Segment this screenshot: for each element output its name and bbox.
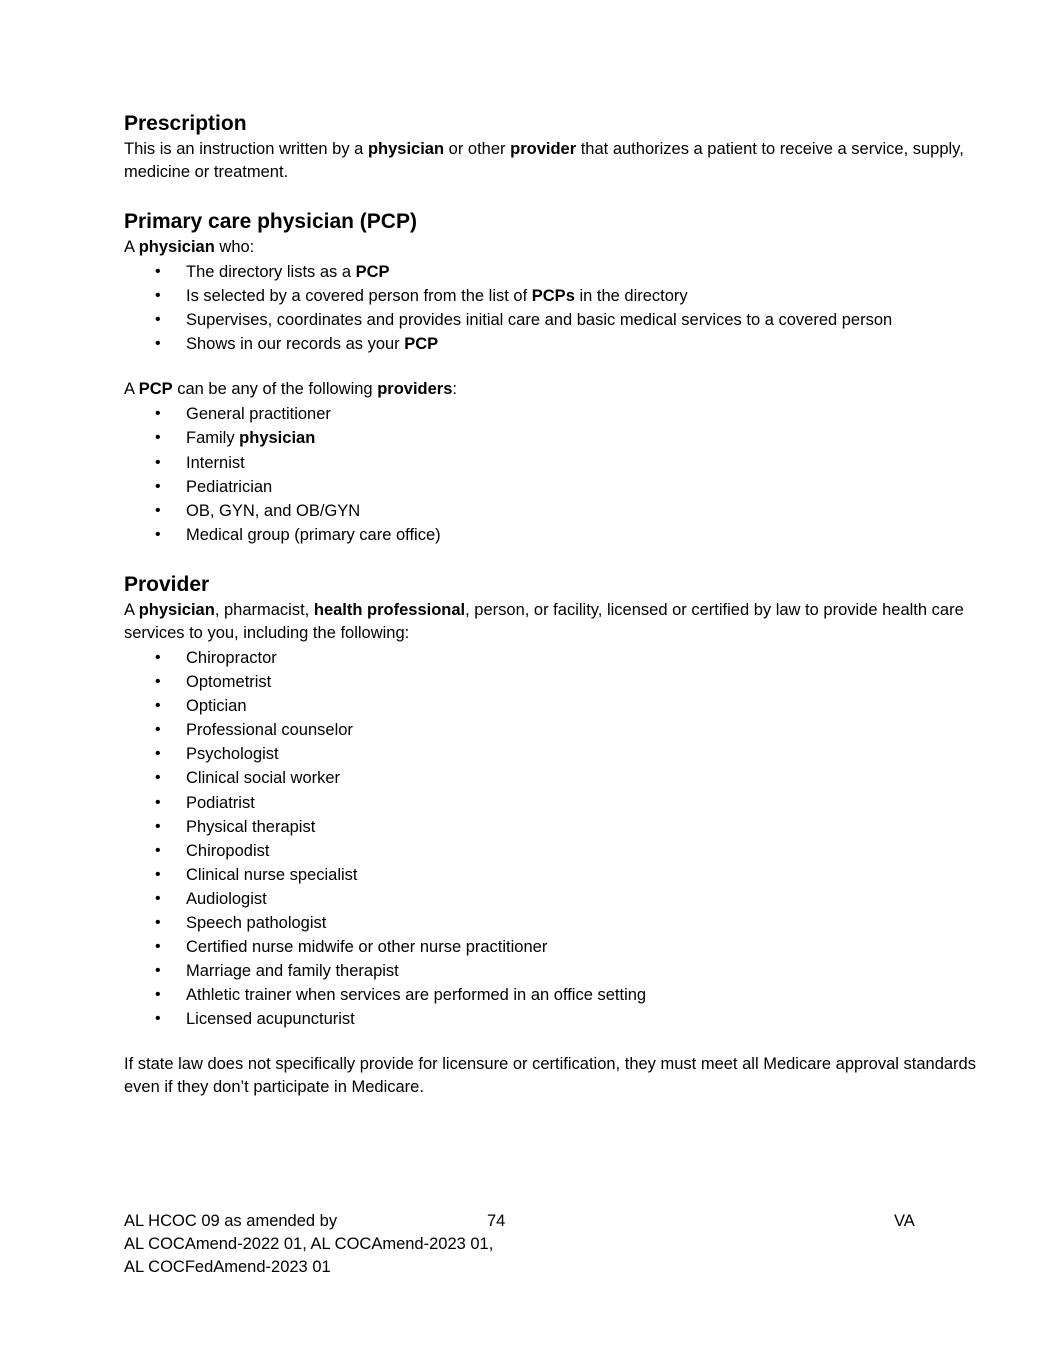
bold-term: physician	[138, 238, 215, 256]
bullet-icon: •	[155, 1010, 161, 1028]
footer-line: AL COCFedAmend-2023 01	[124, 1258, 331, 1276]
text-run: Clinical social worker	[186, 769, 341, 788]
list-item	[124, 402, 984, 426]
bullet-icon: •	[155, 697, 161, 715]
text-run: , person, or facility, licensed or certified by law to provide health care services to you, including the following:	[124, 600, 964, 642]
text-run: Optometrist	[186, 673, 272, 692]
bullet-icon: •	[155, 311, 161, 329]
bullet-icon: •	[155, 962, 161, 980]
bold-term: providers	[377, 380, 453, 399]
list-item	[124, 791, 984, 815]
text-run: that authorizes a patient to receive a service, supply, medicine or treatment.	[124, 140, 964, 181]
text-run: A	[124, 600, 139, 619]
list-item	[124, 935, 984, 959]
bullet-icon: •	[155, 263, 161, 280]
list-item	[124, 308, 984, 332]
list-item	[124, 523, 984, 547]
bullet-icon: •	[155, 745, 161, 763]
text-run: can be any of the following	[172, 380, 378, 399]
bullet-icon: •	[155, 889, 161, 907]
bullet-icon: •	[155, 938, 161, 956]
text-run: Is selected by a covered person from the list of	[186, 287, 532, 306]
list-item	[124, 839, 984, 863]
list-item	[124, 475, 984, 499]
bullet-icon: •	[155, 841, 161, 859]
list-item	[124, 815, 984, 839]
list-item	[124, 959, 984, 983]
list-item	[124, 742, 984, 766]
heading-prescription: Prescription	[124, 112, 247, 135]
provider-definition	[124, 599, 984, 645]
provider-types-list	[124, 646, 984, 1032]
text-run: This is an instruction written by a	[124, 140, 368, 158]
text-run: Pediatrician	[186, 477, 273, 496]
text-run: A	[124, 380, 139, 399]
bullet-icon: •	[155, 648, 161, 666]
bullet-icon: •	[155, 817, 161, 835]
section-primary-care-physician	[124, 208, 984, 547]
bullet-icon: •	[155, 477, 161, 495]
bullet-icon: •	[155, 986, 161, 1004]
text-run: Medical group (primary care office)	[186, 525, 441, 544]
bullet-icon: •	[155, 769, 161, 787]
bullet-icon: •	[155, 913, 161, 931]
list-item	[124, 426, 984, 450]
list-item	[124, 260, 984, 284]
bullet-icon: •	[155, 865, 161, 883]
bold-term: PCP	[355, 263, 390, 281]
text-run: Optician	[186, 697, 247, 716]
bullet-icon: •	[155, 673, 161, 691]
list-item	[124, 670, 984, 694]
footer-state-code: VA	[894, 1212, 915, 1230]
text-run: Chiropodist	[186, 841, 270, 860]
section-prescription	[124, 110, 984, 184]
list-item	[124, 694, 984, 718]
footer-line: AL HCOC 09 as amended by	[124, 1212, 338, 1230]
pcp-criteria-list	[124, 260, 984, 356]
footer-document-id	[124, 1210, 524, 1279]
bold-term: physician	[367, 140, 445, 158]
bold-term: provider	[510, 140, 577, 158]
text-run: Professional counselor	[186, 721, 353, 740]
text-run: who:	[214, 238, 255, 256]
list-item	[124, 887, 984, 911]
text-run: or other	[444, 140, 511, 158]
text-run: OB, GYN, and OB/GYN	[186, 501, 361, 520]
bullet-icon: •	[155, 525, 161, 543]
text-run: Podiatrist	[186, 793, 255, 812]
list-item	[124, 1007, 984, 1031]
text-run: :	[452, 380, 457, 399]
bullet-icon: •	[155, 429, 161, 447]
footer-line: AL COCAmend-2022 01, AL COCAmend-2023 01,	[124, 1235, 494, 1253]
text-run: Marriage and family therapist	[186, 962, 399, 981]
bold-term: PCP	[138, 380, 173, 399]
list-item	[124, 766, 984, 790]
text-run: The directory lists as a	[186, 263, 356, 281]
text-run: Shows in our records as your	[186, 335, 405, 354]
list-item	[124, 863, 984, 887]
text-run: Physical therapist	[186, 817, 316, 836]
bold-term: physician	[138, 600, 215, 619]
text-run: Internist	[186, 453, 245, 472]
text-run: in the directory	[574, 287, 688, 306]
pcp-definition-intro	[124, 236, 984, 259]
bullet-icon: •	[155, 721, 161, 739]
list-item	[124, 718, 984, 742]
page-number: 74	[487, 1212, 506, 1230]
bullet-icon: •	[155, 287, 161, 305]
bold-term: PCPs	[531, 287, 575, 306]
document-page	[124, 110, 984, 1099]
list-item	[124, 983, 984, 1007]
bullet-icon: •	[155, 335, 161, 353]
text-run: Chiropractor	[186, 648, 277, 667]
pcp-types-list	[124, 402, 984, 547]
bold-term: PCP	[404, 335, 439, 354]
text-run: Family	[186, 429, 240, 448]
list-item	[124, 911, 984, 935]
text-run: A	[124, 238, 139, 256]
list-item	[124, 451, 984, 475]
text-run: Certified nurse midwife or other nurse practitioner	[186, 938, 548, 957]
bullet-icon: •	[155, 793, 161, 811]
section-provider	[124, 571, 984, 1100]
bold-term: health professional	[313, 600, 466, 619]
text-run: Supervises, coordinates and provides initial care and basic medical services to a covered person	[186, 311, 893, 330]
list-item	[124, 499, 984, 523]
bold-term: physician	[239, 429, 316, 448]
heading-primary-care-physician: Primary care physician (PCP)	[124, 210, 417, 233]
list-item	[124, 646, 984, 670]
text-run: Speech pathologist	[186, 913, 327, 932]
text-run: General practitioner	[186, 405, 331, 424]
bullet-icon: •	[155, 405, 161, 423]
provider-licensure-note: If state law does not specifically provide for licensure or certification, they must meet all Medicare approval standards even if they don’t participate in Medicare.	[124, 1055, 976, 1097]
bullet-icon: •	[155, 453, 161, 471]
heading-provider: Provider	[124, 572, 210, 596]
pcp-types-intro	[124, 378, 984, 401]
prescription-definition	[124, 138, 984, 184]
text-run: Athletic trainer when services are performed in an office setting	[186, 986, 647, 1005]
text-run: Psychologist	[186, 745, 279, 764]
list-item	[124, 332, 984, 356]
text-run: Audiologist	[186, 889, 267, 908]
bullet-icon: •	[155, 501, 161, 519]
text-run: Clinical nurse specialist	[186, 865, 358, 884]
list-item	[124, 284, 984, 308]
text-run: Licensed acupuncturist	[186, 1010, 355, 1029]
text-run: , pharmacist,	[214, 600, 314, 619]
